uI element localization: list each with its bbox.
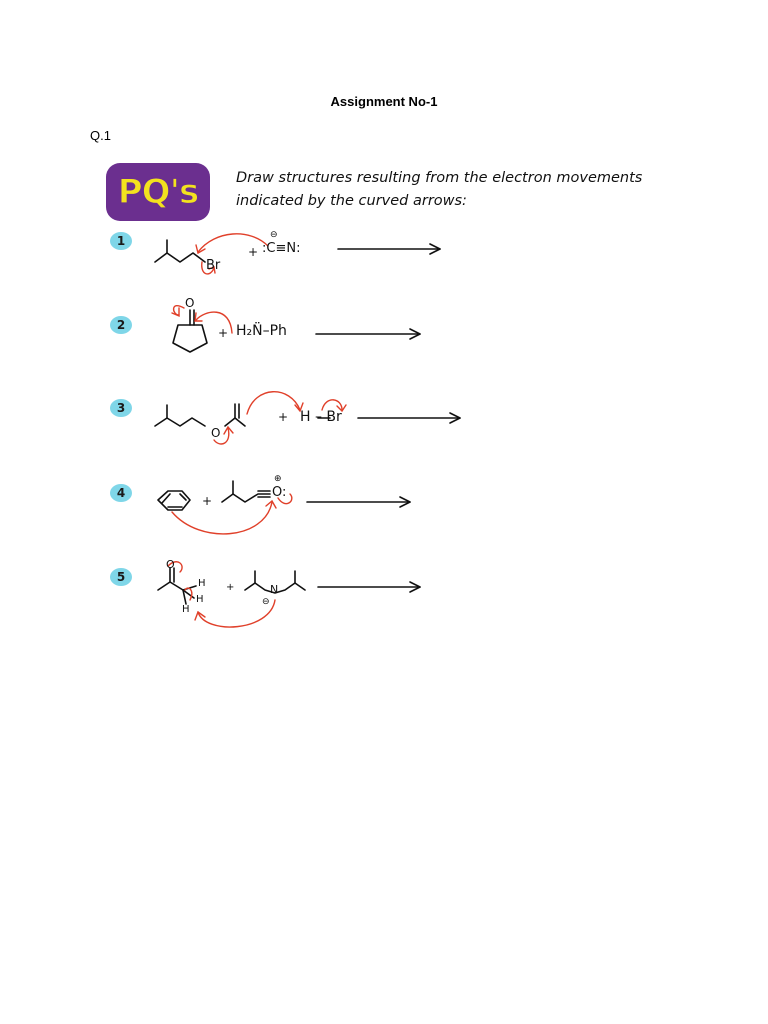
problem-4-badge: 4 (110, 484, 132, 502)
p4-oxygen: O: (272, 485, 287, 500)
p2-aniline: H₂N̈–Ph (236, 323, 287, 339)
p5-nitrogen: N (270, 583, 279, 596)
p4-charge: ⊕ (274, 474, 282, 484)
p4-plus: + (202, 494, 213, 508)
problem-3-curved-arrow-a (247, 392, 300, 414)
problem-4-benzene (158, 491, 190, 510)
p3-plus: + (278, 410, 289, 424)
problem-1-badge: 1 (110, 232, 132, 250)
p2-oxygen: O (185, 296, 195, 310)
p1-cyanide: :C≡N: (262, 241, 301, 256)
p2-plus: + (218, 326, 229, 340)
problem-4-curved-arrow-a (172, 502, 272, 534)
p5-oxygen: O (166, 558, 175, 571)
document-title: Assignment No-1 (330, 94, 438, 109)
problem-5-badge: 5 (110, 568, 132, 586)
p1-br-label: Br (206, 258, 221, 273)
pq-logo-text: PQ's (117, 172, 199, 212)
question-label: Q.1 (90, 128, 111, 143)
p5-h1: H (198, 578, 206, 589)
p3-oxygen: O (211, 426, 221, 440)
p5-charge: ⊖ (262, 597, 270, 607)
problem-4-acylium-skeleton (222, 481, 270, 502)
p5-plus: + (226, 582, 235, 593)
instruction-line-2: indicated by the curved arrows: (236, 193, 467, 209)
problem-3-badge: 3 (110, 399, 132, 417)
instruction-line-1: Draw structures resulting from the electron movements (236, 170, 643, 186)
p1-charge: ⊖ (270, 230, 278, 240)
p5-h2: H (196, 594, 204, 605)
p3-hbr: H – Br (300, 409, 342, 425)
p1-plus: + (248, 245, 259, 259)
p5-h3: H (182, 604, 190, 615)
problem-2-badge: 2 (110, 316, 132, 334)
problem-3-skeleton (155, 404, 245, 426)
